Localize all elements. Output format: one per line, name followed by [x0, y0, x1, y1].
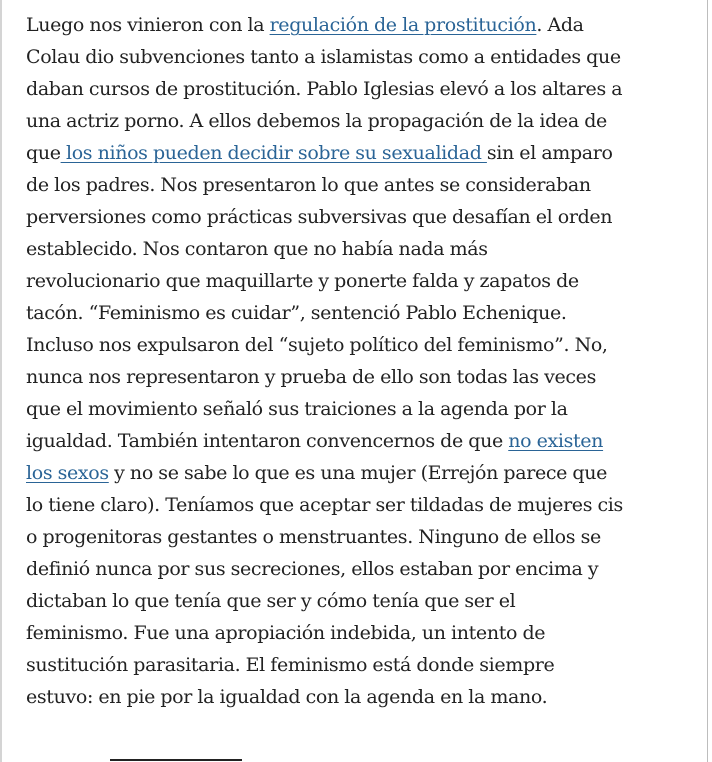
text-run: establecido. Nos contaron que no había nada más: [26, 238, 488, 260]
text-run: sustitución parasitaria. El feminismo está donde siempre: [26, 654, 555, 676]
text-run: lo tiene claro). Teníamos que aceptar ser tildadas de mujeres cis: [26, 494, 623, 516]
text-run: dictaban lo que tenía que ser y cómo tenía que ser el: [26, 590, 516, 612]
text-run: que el movimiento señaló sus traiciones a la agenda por la: [26, 398, 568, 420]
text-run: sin el amparo: [486, 142, 613, 164]
left-border: [0, 0, 2, 762]
text-run: daban cursos de prostitución. Pablo Iglesias elevó a los altares a: [26, 78, 623, 100]
text-run: de los padres. Nos presentaron lo que antes se consideraban: [26, 174, 591, 196]
inline-link[interactable]: no existen: [508, 430, 604, 452]
text-run: Colau dio subvenciones tanto a islamistas como a entidades que: [26, 46, 621, 68]
inline-link[interactable]: los sexos: [26, 462, 109, 484]
text-run: y no se sabe lo que es una mujer (Errejón parece que: [108, 462, 608, 484]
text-run: que: [26, 142, 61, 164]
text-run: feminismo. Fue una apropiación indebida, un intento de: [26, 622, 546, 644]
text-run: perversiones como prácticas subversivas que desafían el orden: [26, 206, 613, 228]
text-run: estuvo: en pie por la igualdad con la agenda en la mano.: [26, 686, 548, 708]
inline-link[interactable]: regulación de la prostitución: [269, 14, 537, 36]
inline-link[interactable]: los niños pueden decidir sobre su sexualidad: [60, 142, 487, 164]
text-run: nunca nos representaron y prueba de ello son todas las veces: [26, 366, 596, 388]
text-run: Incluso nos expulsaron del “sujeto político del feminismo”. No,: [26, 334, 608, 356]
text-run: definió nunca por sus secreciones, ellos estaban por encima y: [26, 558, 599, 580]
text-run: igualdad. También intentaron convencernos de que: [26, 430, 509, 452]
footnote-separator: [110, 759, 242, 761]
text-run: revolucionario que maquillarte y ponerte falda y zapatos de: [26, 270, 579, 292]
text-run: o progenitoras gestantes o menstruantes. Ninguno de ellos se: [26, 526, 601, 548]
article-paragraph: [26, 9, 686, 713]
text-run: . Ada: [536, 14, 584, 36]
text-run: tacón. “Feminismo es cuidar”, sentenció Pablo Echenique.: [26, 302, 567, 324]
text-run: una actriz porno. A ellos debemos la propagación de la idea de: [26, 110, 607, 132]
text-run: Luego nos vinieron con la: [26, 14, 270, 36]
right-border: [707, 0, 708, 762]
